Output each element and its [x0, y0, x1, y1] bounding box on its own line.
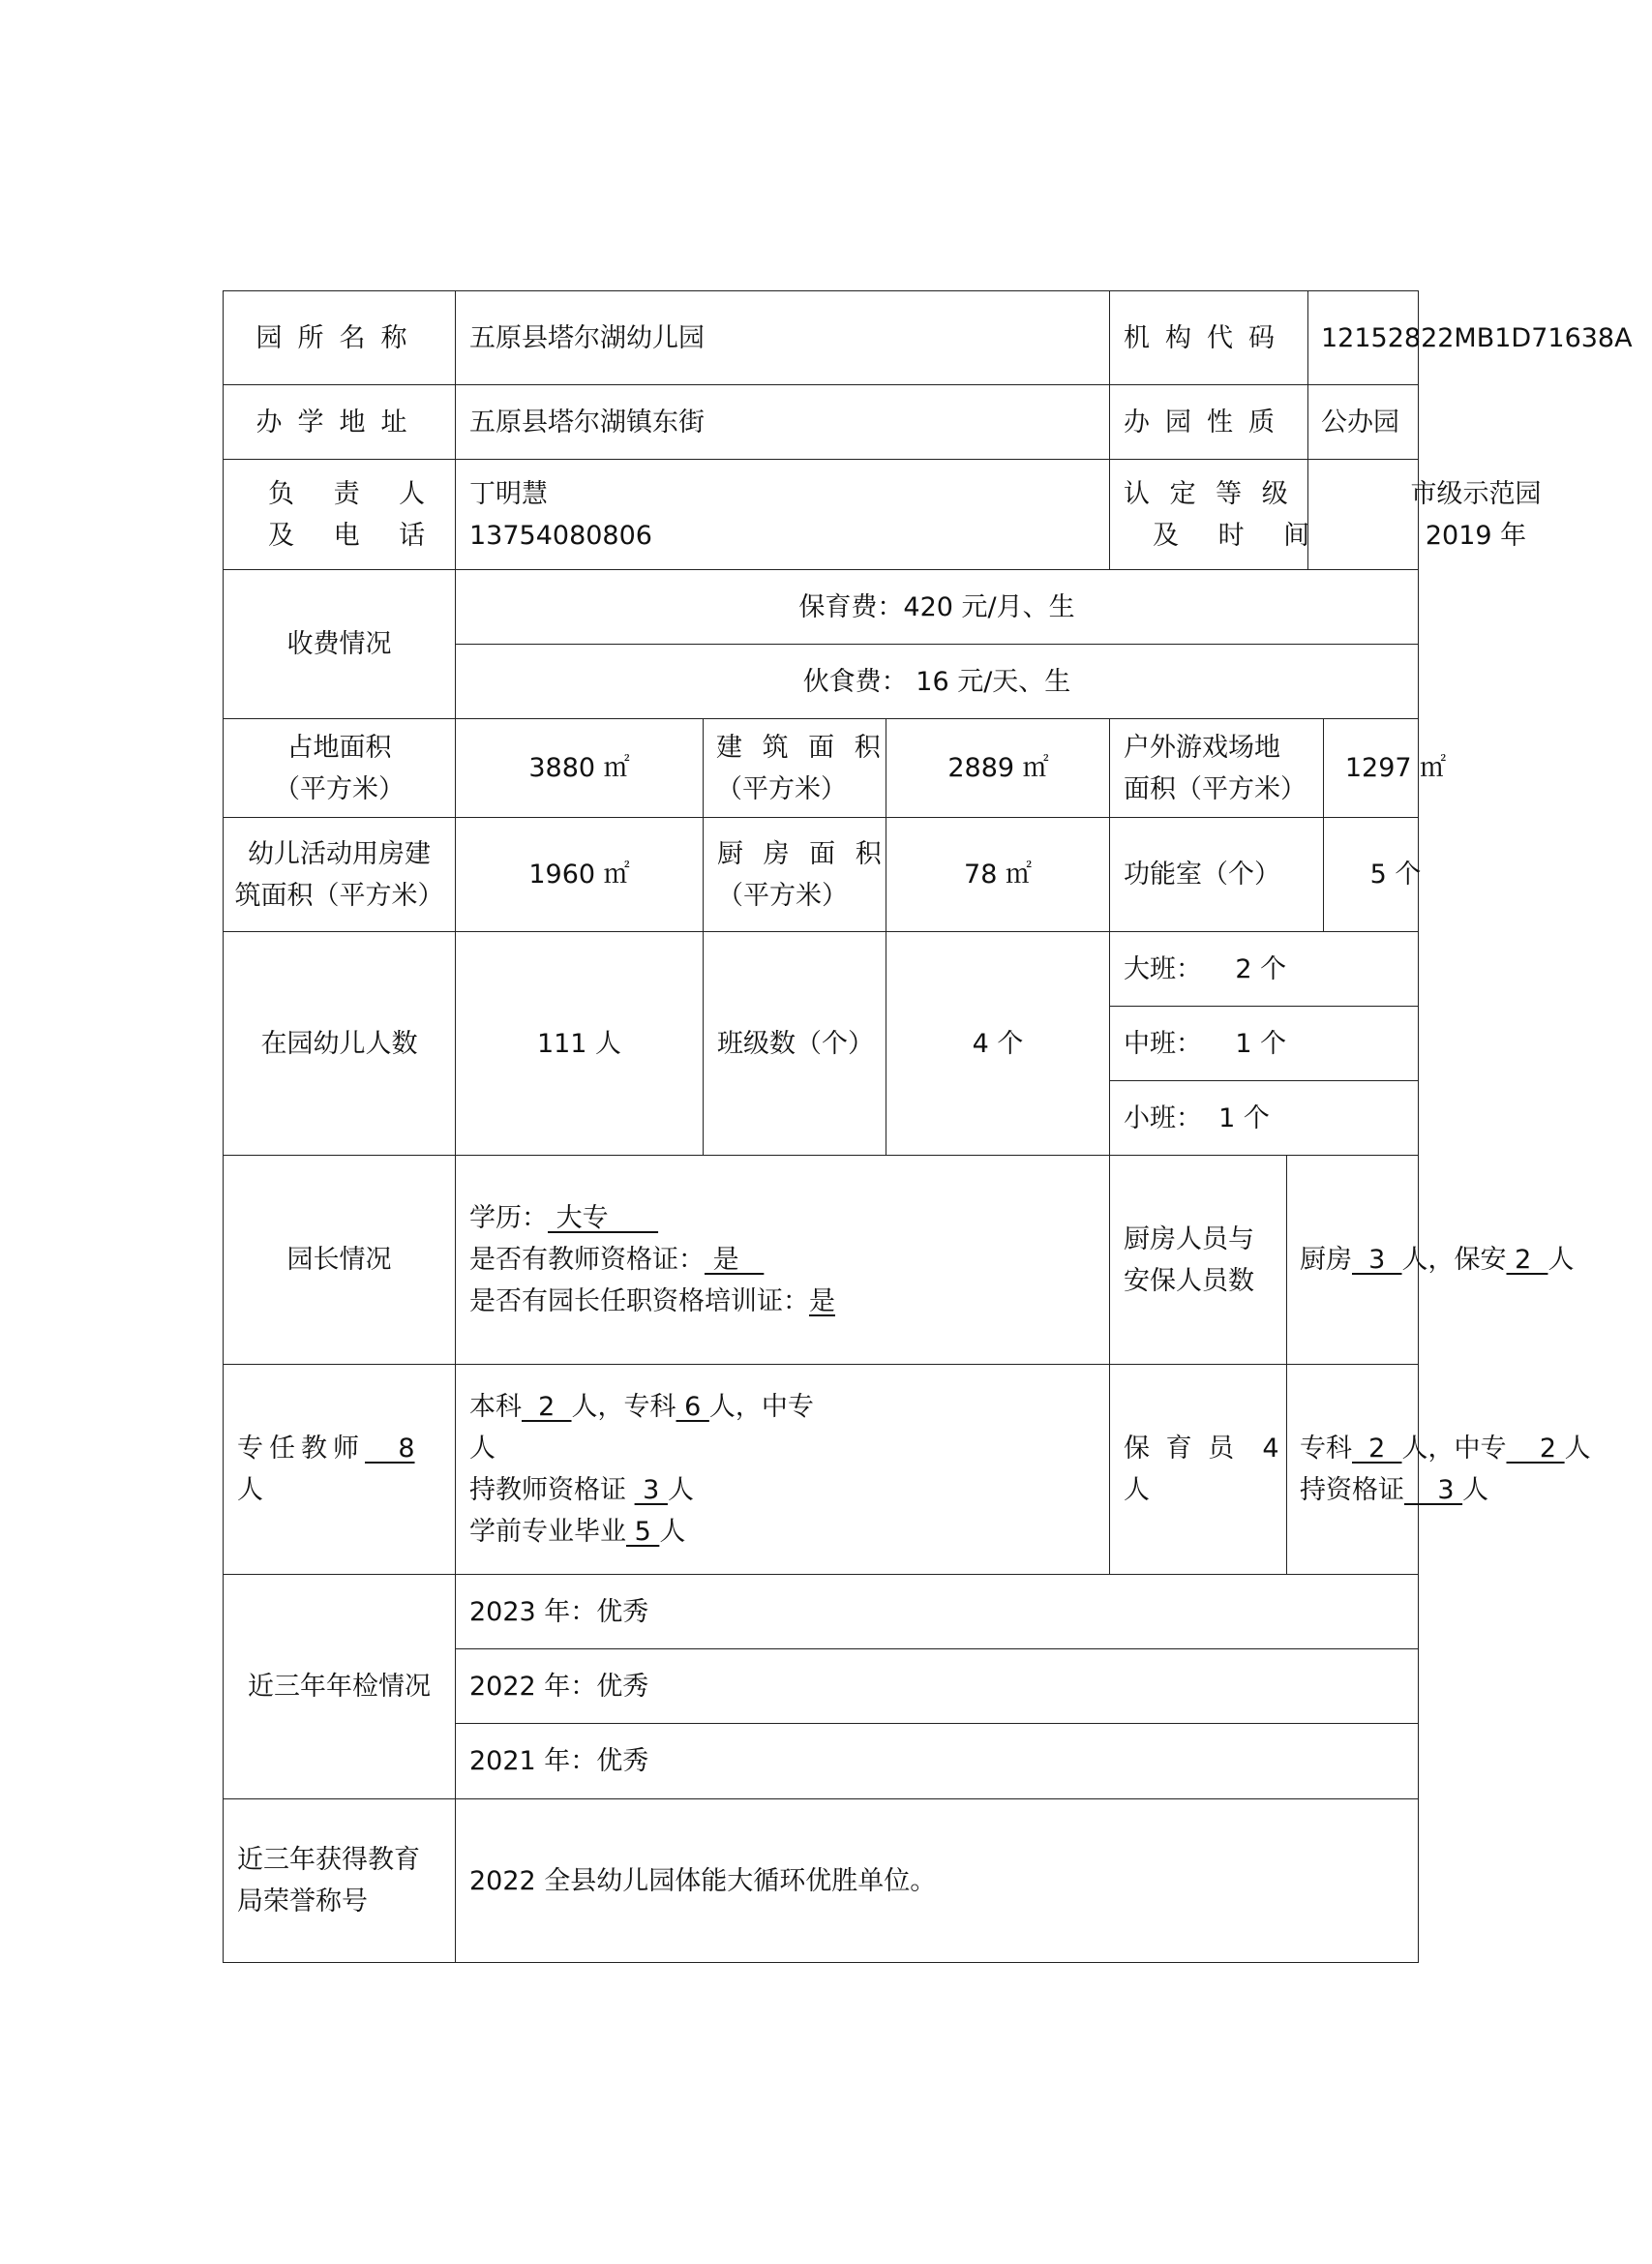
meal-fee: 伙食费： 16 元/天、生 [455, 644, 1419, 719]
inspection-2021: 2021 年：优秀 [455, 1723, 1419, 1799]
care-fee: 保育费：420 元/月、生 [455, 569, 1419, 645]
grade-label: 认 定 等 级 及 时 间 [1109, 459, 1308, 570]
kindergarten-name-value: 五原县塔尔湖幼儿园 [455, 290, 1110, 385]
principal-value: 丁明慧 13754080806 [455, 459, 1110, 570]
function-room-label: 功能室（个） [1109, 817, 1324, 932]
play-area-label: 户外游戏场地 面积（平方米） [1109, 718, 1324, 818]
function-room-text: 5 个 [1369, 860, 1422, 890]
land-area-label: 占地面积 （平方米） [223, 718, 456, 818]
play-area-text: 1297 ㎡ [1344, 753, 1447, 783]
honors-label: 近三年获得教育 局荣誉称号 [223, 1798, 456, 1963]
middle-class: 中班： 1 个 [1109, 1006, 1419, 1081]
honors-value: 2022 全县幼儿园体能大循环优胜单位。 [455, 1798, 1419, 1963]
address-value: 五原县塔尔湖镇东街 [455, 384, 1110, 460]
nurse-details-text: 专科 2 人，中专 2 人 持资格证 3 人 [1300, 1434, 1591, 1505]
org-code-text: 12152822MB1D71638A [1321, 322, 1633, 353]
org-code-label: 机构代码 [1109, 290, 1308, 385]
teachers-label: 专任教师 8 人 [223, 1364, 456, 1575]
director-label: 园长情况 [223, 1155, 456, 1365]
nature-label: 办园性质 [1109, 384, 1308, 460]
address-label: 办学地址 [223, 384, 456, 460]
teachers-details: 本科 2 人，专科 6 人，中专 人 持教师资格证 3 人 学前专业毕业 5 人 [455, 1364, 1110, 1575]
class-count-label: 班级数（个） [703, 931, 886, 1156]
nature-text: 公办园 [1321, 407, 1399, 438]
principal-label: 负 责 人 及 电 话 [223, 459, 456, 570]
activity-room-label: 幼儿活动用房建 筑面积（平方米） [223, 817, 456, 932]
class-count-value: 4 个 [886, 931, 1110, 1156]
inspection-2022: 2022 年：优秀 [455, 1648, 1419, 1724]
staff-label: 厨房人员与 安保人员数 [1109, 1155, 1287, 1365]
kindergarten-info-table [223, 290, 1633, 1963]
director-details: 学历： 大专 是否有教师资格证： 是 是否有园长任职资格培训证：是 [455, 1155, 1110, 1365]
inspection-2023: 2023 年：优秀 [455, 1574, 1419, 1649]
building-area-value: 2889 ㎡ [886, 718, 1110, 818]
activity-room-value: 1960 ㎡ [455, 817, 704, 932]
staff-value-text: 厨房 3 人，保安 2 人 [1300, 1245, 1575, 1275]
fees-label: 收费情况 [223, 569, 456, 719]
land-area-value: 3880 ㎡ [455, 718, 704, 818]
children-count-value: 111 人 [455, 931, 704, 1156]
kitchen-area-value: 78 ㎡ [886, 817, 1110, 932]
big-class: 大班： 2 个 [1109, 931, 1419, 1007]
building-area-label-text: 建 筑 面 积 （平方米） [716, 732, 886, 804]
children-count-label: 在园幼儿人数 [223, 931, 456, 1156]
kindergarten-name-label: 园所名称 [223, 290, 456, 385]
grade-text: 市级示范园 2019 年 [1410, 478, 1542, 551]
kitchen-area-label: 厨 房 面 积 （平方米） [703, 817, 886, 932]
inspection-label: 近三年年检情况 [223, 1574, 456, 1799]
small-class: 小班： 1 个 [1109, 1080, 1419, 1156]
nurse-label: 保 育 员 4 人 [1109, 1364, 1287, 1575]
